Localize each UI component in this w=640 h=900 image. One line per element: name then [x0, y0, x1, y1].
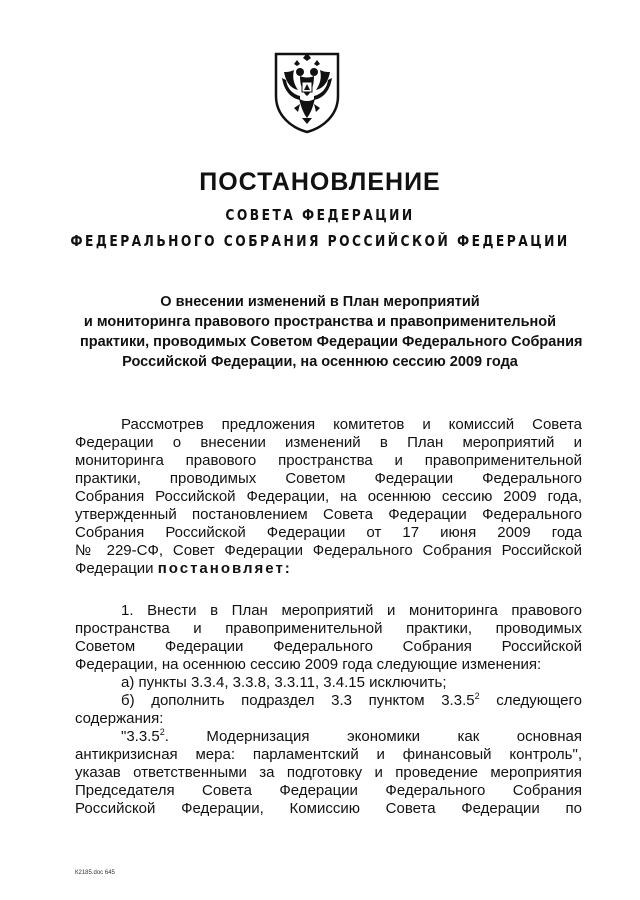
document-subject: [80, 292, 583, 372]
decree-word: постановляет:: [157, 560, 292, 577]
preamble-line: Собрания Российской Федерации, на осеннюю сессию 2009 года,: [75, 488, 582, 505]
item-1-line: Федерации, на осеннюю сессию 2009 года следующие изменения:: [75, 656, 542, 673]
subitem-b-text: б) дополнить подраздел 3.3 пунктом 3.3.5: [121, 692, 475, 709]
issuer-line-1: СОВЕТА ФЕДЕРАЦИИ: [225, 206, 415, 224]
subject-line: практики, проводимых Советом Федерации Федерального Собрания: [80, 334, 583, 350]
preamble-line: Собрания Российской Федерации от 17 июня 2009 года: [75, 524, 582, 541]
subitem-b-line-2: содержания:: [75, 710, 164, 727]
subitem-a: а) пункты 3.3.4, 3.3.8, 3.3.11, 3.4.15 исключить;: [121, 674, 447, 691]
subject-line: О внесении изменений в План мероприятий: [160, 294, 480, 310]
preamble-line: Федерации о внесении изменений в План мероприятий и: [75, 434, 582, 451]
preamble-line: практики, проводимых Советом Федерации Федерального: [75, 470, 582, 487]
subitem-b-text-end: следующего: [479, 692, 583, 709]
document-file-code: К2185.doc 645: [75, 870, 115, 876]
preamble-paragraph: [75, 416, 582, 578]
subject-line: Российской Федерации, на осеннюю сессию 2009 года: [122, 354, 518, 370]
coat-of-arms-emblem: [272, 52, 342, 134]
item-1-line: пространства и правоприменительной практики, проводимых: [75, 620, 582, 637]
preamble-line: № 229-СФ, Совет Федерации Федерального Собрания Российской: [75, 542, 582, 559]
preamble-line-prefix: Федерации: [75, 560, 158, 577]
superscript: 2: [159, 727, 165, 737]
document-title: ПОСТАНОВЛЕНИЕ: [199, 168, 441, 196]
quote-first-line: [75, 728, 582, 746]
quote-line: Российской Федерации, Комиссию Совета Федерации по: [75, 800, 582, 817]
quote-line: антикризисная мера: парламентский и финансовый контроль",: [75, 746, 582, 763]
quote-line: Председателя Совета Федерации Федерального Собрания: [75, 782, 582, 799]
subject-line: и мониторинга правового пространства и правоприменительной: [83, 314, 557, 330]
preamble-last-line: [75, 560, 582, 578]
item-1-paragraph: [75, 602, 582, 818]
issuer-line-2: ФЕДЕРАЛЬНОГО СОБРАНИЯ РОССИЙСКОЙ ФЕДЕРАЦИИ: [70, 232, 570, 250]
quote-text: "3.3.5: [121, 728, 160, 745]
item-1-line: Советом Федерации Федерального Собрания Российской: [75, 638, 582, 655]
item-1-line: 1. Внести в План мероприятий и мониторинга правового: [121, 602, 582, 619]
preamble-line: утвержденный постановлением Совета Федерации Федерального: [75, 506, 582, 523]
preamble-line: Рассмотрев предложения комитетов и комиссий Совета: [121, 416, 582, 433]
superscript: 2: [474, 691, 480, 701]
quote-line: указав ответственными за подготовку и проведение мероприятия: [75, 764, 582, 781]
quote-text-end: . Модернизация экономики как основная: [164, 728, 582, 745]
preamble-line: мониторинга правового пространства и правоприменительной: [75, 452, 582, 469]
subitem-b: [75, 692, 582, 710]
